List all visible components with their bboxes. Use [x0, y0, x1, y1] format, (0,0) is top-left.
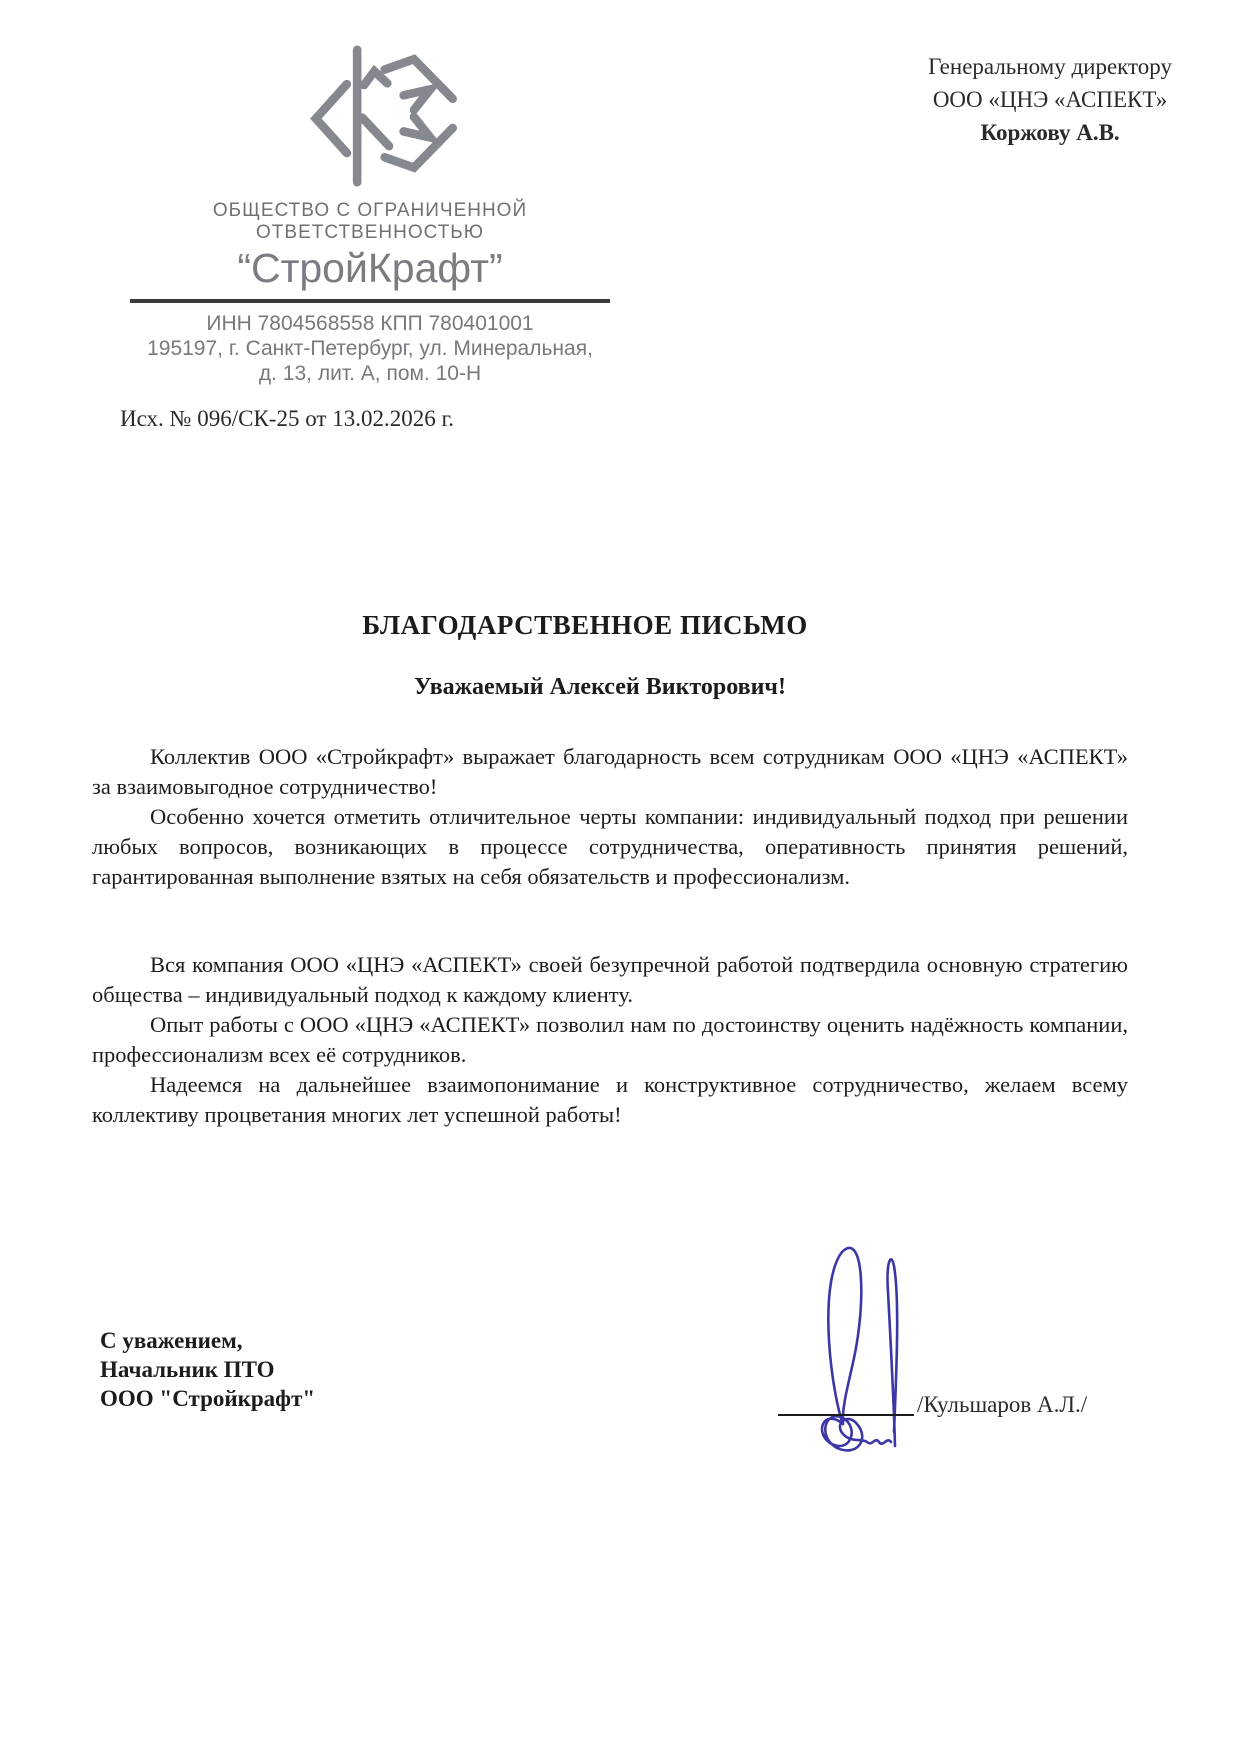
letterhead-divider: [130, 299, 610, 303]
recipient-person: Коржову А.В.: [980, 120, 1120, 145]
closing-position: Начальник ПТО: [100, 1357, 275, 1382]
closing-company: ООО "Стройкрафт": [100, 1386, 316, 1411]
outgoing-reference: Исх. № 096/СК-25 от 13.02.2026 г.: [120, 406, 455, 431]
paragraph-2: Особенно хочется отметить отличительное черты компании: индивидуальный подход при решении любых вопросов, возникающих в процессе сотрудничества, оперативность принятия решений, гарантированная выполнение взятых на себя обязательств и профессионализм.: [92, 804, 1128, 889]
company-form-line1: ОБЩЕСТВО С ОГРАНИЧЕННОЙ: [212, 200, 528, 221]
company-name: “СтройКрафт”: [237, 245, 503, 291]
letter-title: БЛАГОДАРСТВЕННОЕ ПИСЬМО: [362, 610, 808, 640]
signature-line: [778, 1414, 914, 1416]
stroykraft-logo-icon: [278, 42, 463, 190]
closing-block: [100, 1326, 315, 1413]
letterhead: [130, 42, 610, 386]
company-address-line2: д. 13, лит. А, пом. 10-Н: [258, 362, 482, 385]
recipient-title: Генеральному директору: [928, 54, 1172, 79]
company-address-line1: 195197, г. Санкт-Петербург, ул. Минеральная,: [147, 337, 593, 360]
company-form-line2: ОТВЕТСТВЕННОСТЬЮ: [256, 222, 484, 243]
paragraph-3: Вся компания ООО «ЦНЭ «АСПЕКТ» своей безупречной работой подтвердила основную стратегию общества – индивидуальный подход к каждому клиенту.: [92, 952, 1128, 1007]
recipient-company: ООО «ЦНЭ «АСПЕКТ»: [932, 87, 1168, 112]
company-inn: ИНН 7804568558 КПП 780401001: [206, 312, 534, 335]
letter-body: [92, 742, 1128, 1130]
signee-name: /Кульшаров А.Л./: [917, 1392, 1088, 1417]
letter-salutation: Уважаемый Алексей Викторович!: [414, 674, 786, 700]
paragraph-5: Надеемся на дальнейшее взаимопонимание и конструктивное сотрудничество, желаем всему коллективу процветания многих лет успешной работы!: [92, 1072, 1128, 1127]
paragraph-4: Опыт работы с ООО «ЦНЭ «АСПЕКТ» позволил нам по достоинству оценить надёжность компании, профессионализм всех её сотрудников.: [92, 1012, 1128, 1067]
handwritten-signature: [812, 1236, 927, 1461]
paragraph-1: Коллектив ООО «Стройкрафт» выражает благодарность всем сотрудникам ООО «ЦНЭ «АСПЕКТ» за взаимовыгодное сотрудничество!: [92, 744, 1128, 799]
recipient-block: [928, 50, 1172, 149]
company-logo: [130, 42, 610, 192]
closing-regards: С уважением,: [100, 1328, 243, 1353]
